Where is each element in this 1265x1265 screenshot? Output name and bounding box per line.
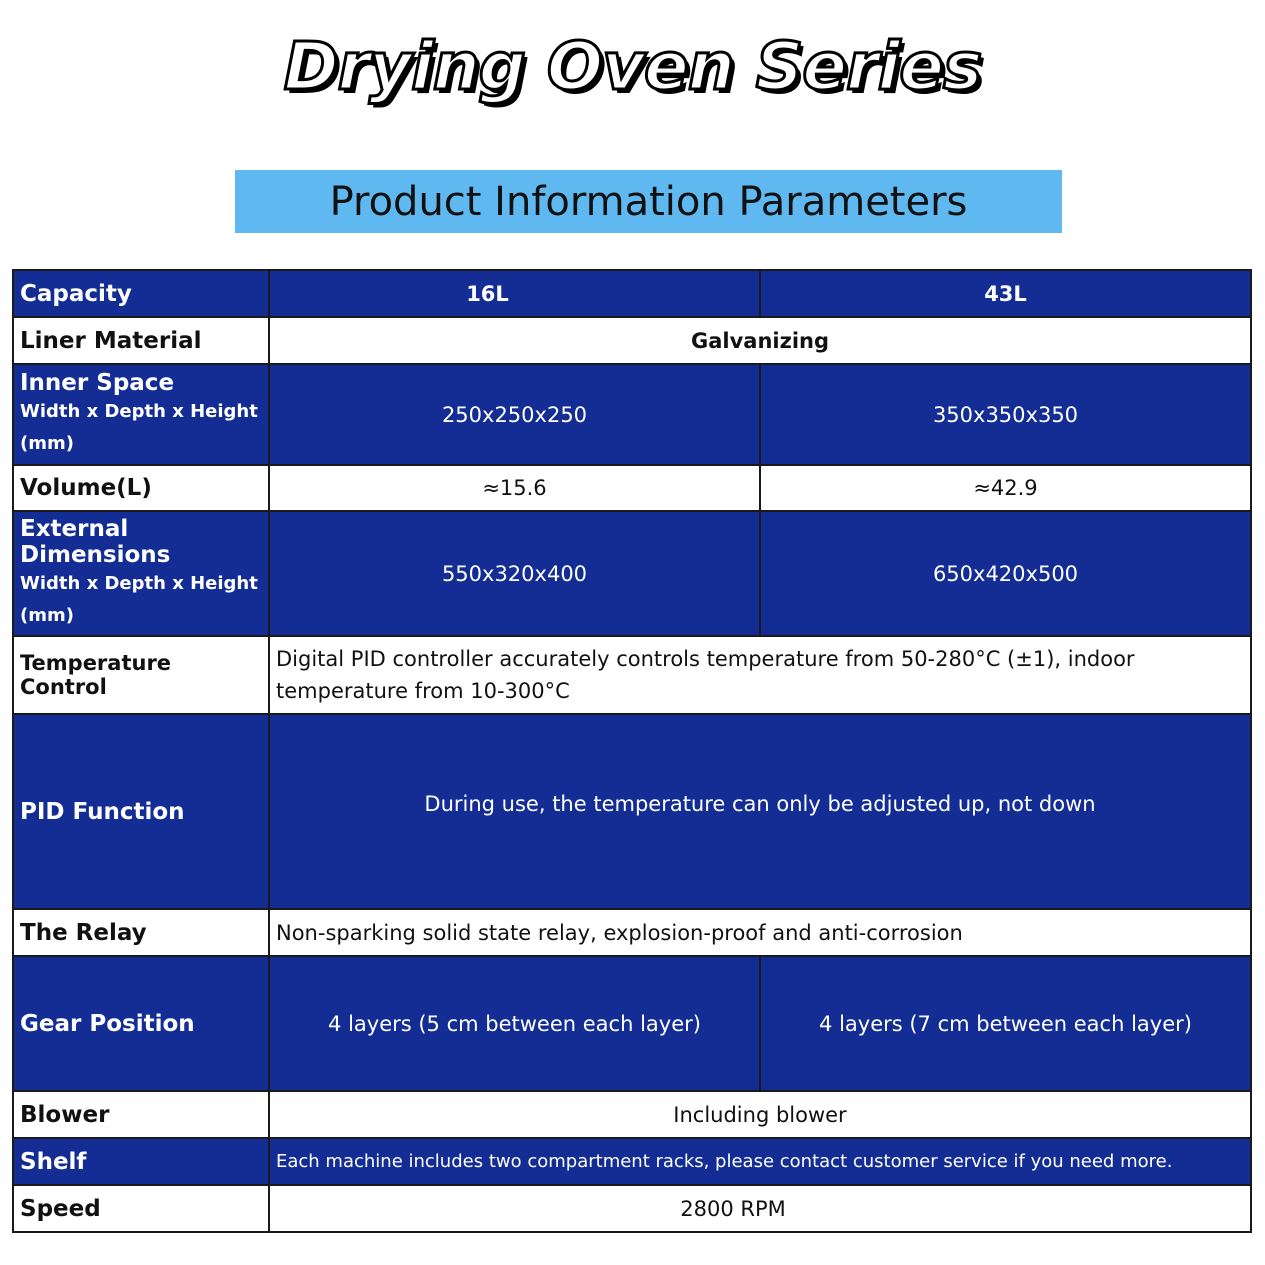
volume-16l: ≈15.6	[269, 465, 760, 511]
relay-value: Non-sparking solid state relay, explosion-proof and anti-corrosion	[269, 909, 1251, 956]
inner-space-sublabel: Width x Depth x Height	[20, 400, 258, 422]
external-dimensions-sublabel: Width x Depth x Height	[20, 572, 258, 594]
blower-label: Blower	[13, 1091, 269, 1138]
temperature-control-value: Digital PID controller accurately controls temperature from 50-280°C (±1), indoor temperature from 10-300°C	[269, 636, 1251, 714]
row-pid-function	[13, 714, 1251, 909]
inner-space-label: Inner Space	[20, 369, 175, 396]
row-blower	[13, 1091, 1251, 1138]
page-title: Drying Oven Series	[283, 28, 982, 105]
capacity-43l: 43L	[760, 270, 1251, 317]
capacity-label: Capacity	[13, 270, 269, 317]
volume-label: Volume(L)	[13, 465, 269, 511]
speed-value: 2800 RPM	[269, 1185, 1251, 1232]
row-inner-space	[13, 364, 1251, 465]
liner-material-value: Galvanizing	[269, 317, 1251, 364]
row-shelf	[13, 1138, 1251, 1185]
capacity-16l: 16L	[269, 270, 760, 317]
gear-position-label: Gear Position	[13, 956, 269, 1091]
pid-function-label: PID Function	[13, 714, 269, 909]
row-volume	[13, 465, 1251, 511]
gear-position-43l: 4 layers (7 cm between each layer)	[760, 956, 1251, 1091]
volume-43l: ≈42.9	[760, 465, 1251, 511]
subtitle-banner	[235, 170, 1062, 233]
blower-value: Including blower	[269, 1091, 1251, 1138]
relay-label: The Relay	[13, 909, 269, 956]
external-dimensions-label: External Dimensions	[20, 515, 171, 568]
temperature-control-label: Temperature Control	[13, 636, 269, 714]
external-dimensions-16l: 550x320x400	[269, 511, 760, 636]
row-speed	[13, 1185, 1251, 1232]
external-dimensions-43l: 650x420x500	[760, 511, 1251, 636]
shelf-value: Each machine includes two compartment racks, please contact customer service if you need more.	[269, 1138, 1251, 1185]
external-dimensions-unit: (mm)	[20, 604, 74, 626]
row-capacity	[13, 270, 1251, 317]
liner-material-label: Liner Material	[13, 317, 269, 364]
row-liner-material	[13, 317, 1251, 364]
inner-space-label-cell	[13, 364, 269, 465]
gear-position-16l: 4 layers (5 cm between each layer)	[269, 956, 760, 1091]
row-external-dimensions	[13, 511, 1251, 636]
pid-function-value: During use, the temperature can only be adjusted up, not down	[269, 714, 1251, 909]
row-temperature-control	[13, 636, 1251, 714]
inner-space-unit: (mm)	[20, 432, 74, 454]
spec-table	[12, 269, 1252, 1233]
row-relay	[13, 909, 1251, 956]
subtitle-text: Product Information Parameters	[329, 178, 968, 225]
inner-space-16l: 250x250x250	[269, 364, 760, 465]
speed-label: Speed	[13, 1185, 269, 1232]
inner-space-43l: 350x350x350	[760, 364, 1251, 465]
external-dimensions-label-cell	[13, 511, 269, 636]
row-gear-position	[13, 956, 1251, 1091]
shelf-label: Shelf	[13, 1138, 269, 1185]
